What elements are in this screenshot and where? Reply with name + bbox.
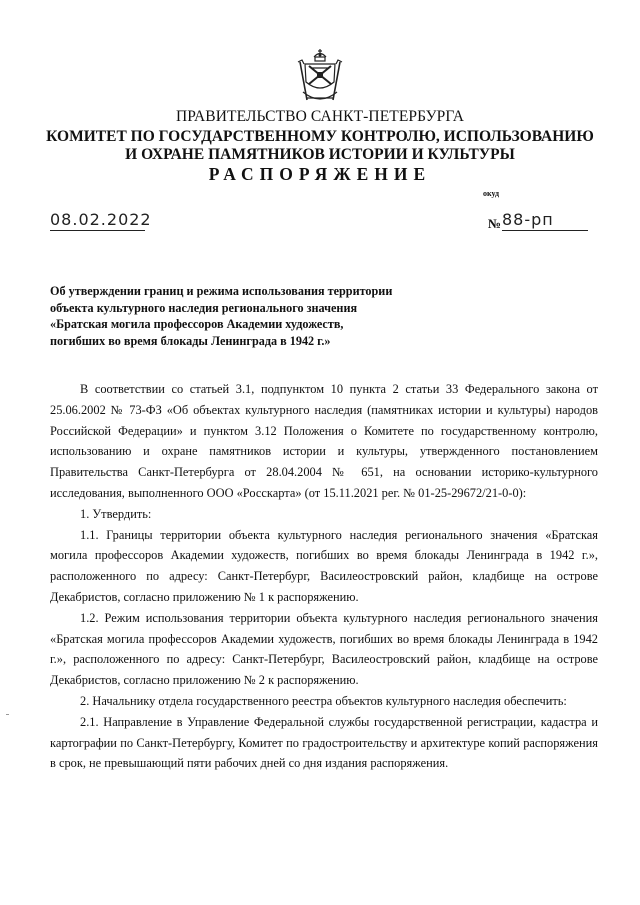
document-number: 88-рп <box>502 210 588 231</box>
committee-line-2: И ОХРАНЕ ПАМЯТНИКОВ ИСТОРИИ И КУЛЬТУРЫ <box>125 146 515 163</box>
committee-name <box>0 128 640 164</box>
document-type: РАСПОРЯЖЕНИЕ <box>208 164 432 184</box>
committee-line-1: КОМИТЕТ ПО ГОСУДАРСТВЕННОМУ КОНТРОЛЮ, ИСПОЛЬЗОВАНИЮ <box>46 128 594 145</box>
document-date: 08.02.2022 <box>50 210 152 229</box>
coat-of-arms-icon <box>297 48 343 106</box>
subject-line: объекта культурного наследия регионального значения <box>50 300 358 315</box>
document-body <box>50 379 598 774</box>
subject-line: Об утверждении границ и режима использования территории <box>50 284 393 298</box>
subject-line: «Братская могила профессоров Академии художеств, <box>50 317 344 331</box>
paragraph-item-1-1: 1.1. Границы территории объекта культурного наследия регионального значения «Братская могила профессоров Академии художеств, погибших во время блокады Ленинграда в 1942 г.», расположенного по адресу: Санкт-Петербург, Василеостровский район, кладбище на острове Декабристов, согласно приложению № 1 к распоряжению. <box>50 527 598 604</box>
scan-mark <box>6 714 9 715</box>
number-label: № <box>488 216 502 231</box>
government-name: ПРАВИТЕЛЬСТВО САНКТ-ПЕТЕРБУРГА <box>175 108 465 125</box>
document-subject <box>50 283 392 349</box>
paragraph-item-2-1: 2.1. Направление в Управление Федеральной службы государственной регистрации, кадастра и картографии по Санкт-Петербургу, Комитет по градостроительству и архитектуре копий распоряжения в срок, не превышающий пяти рабочих дней со дня издания распоряжения. <box>50 714 598 771</box>
paragraph-preamble: В соответствии со статьей 3.1, подпунктом 10 пункта 2 статьи 33 Федерального закона от 25.06.2002 № 73-ФЗ «Об объектах культурного наследия (памятниках истории и культуры) народов Российской Федерации» и пунктом 3.12 Положения о Комитете по государственному контролю, использованию и охране памятников истории и культуры, утвержденного постановлением Правительства Санкт-Петербурга от 28.04.2004 № 651, на основании историко-культурного исследования, выполненного ООО «Росскарта» (от 15.11.2021 рег. № 01-25-29672/21-0-0): <box>50 382 598 500</box>
paragraph-item-1: 1. Утвердить: <box>80 506 152 521</box>
subject-line: погибших во время блокады Ленинграда в 1942 г.» <box>50 333 331 348</box>
paragraph-item-1-2: 1.2. Режим использования территории объекта культурного наследия регионального значения «Братская могила профессоров Академии художеств, погибших во время блокады Ленинграда в 1942 г.», расположенного по адресу: Санкт-Петербург, Василеостровский район, кладбище на острове Декабристов, согласно приложению № 2 к распоряжению. <box>50 610 598 688</box>
okud-label: окуд <box>483 189 500 198</box>
paragraph-item-2: 2. Начальнику отдела государственного реестра объектов культурного наследия обеспечить: <box>80 693 567 708</box>
